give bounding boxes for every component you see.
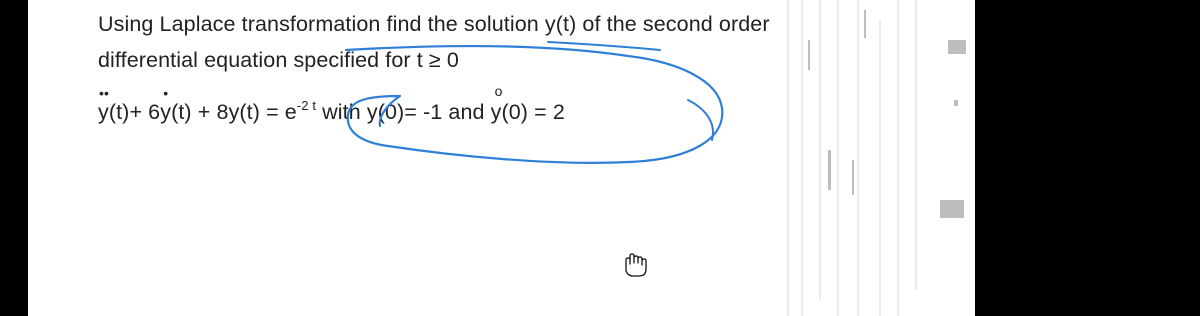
yd-text: y(t) xyxy=(160,100,192,124)
hollow-dot-mark: o xyxy=(494,83,503,99)
question-line-1: Using Laplace transformation find the solution y(t) of the second order xyxy=(98,12,770,36)
y-single-dot xyxy=(160,85,192,125)
ydd-text: y(t) xyxy=(98,100,130,124)
right-dark-margin xyxy=(975,0,1200,316)
y0dot-text: y(0) xyxy=(490,100,529,124)
hand-pointer-icon xyxy=(621,252,651,280)
exponent: -2 t xyxy=(296,98,317,113)
y0-dot xyxy=(490,83,529,125)
differential-equation xyxy=(98,83,565,125)
equation-middle: + 8y(t) = e xyxy=(191,100,297,124)
scan-noise-texture xyxy=(768,0,975,316)
double-dot-mark: •• xyxy=(99,85,110,101)
left-dark-margin xyxy=(0,0,28,316)
equation-end: = 2 xyxy=(528,100,565,124)
single-dot-mark: • xyxy=(163,85,169,101)
initial-conditions: with y(0)= -1 and xyxy=(316,100,491,124)
scanned-question-image xyxy=(28,0,975,316)
question-line-2: differential equation specified for t ≥ 0 xyxy=(98,48,459,72)
underline-stroke xyxy=(548,42,660,50)
loop-tail xyxy=(688,100,713,140)
coefficient-6: + 6 xyxy=(129,100,161,124)
y-double-dot xyxy=(98,85,130,125)
